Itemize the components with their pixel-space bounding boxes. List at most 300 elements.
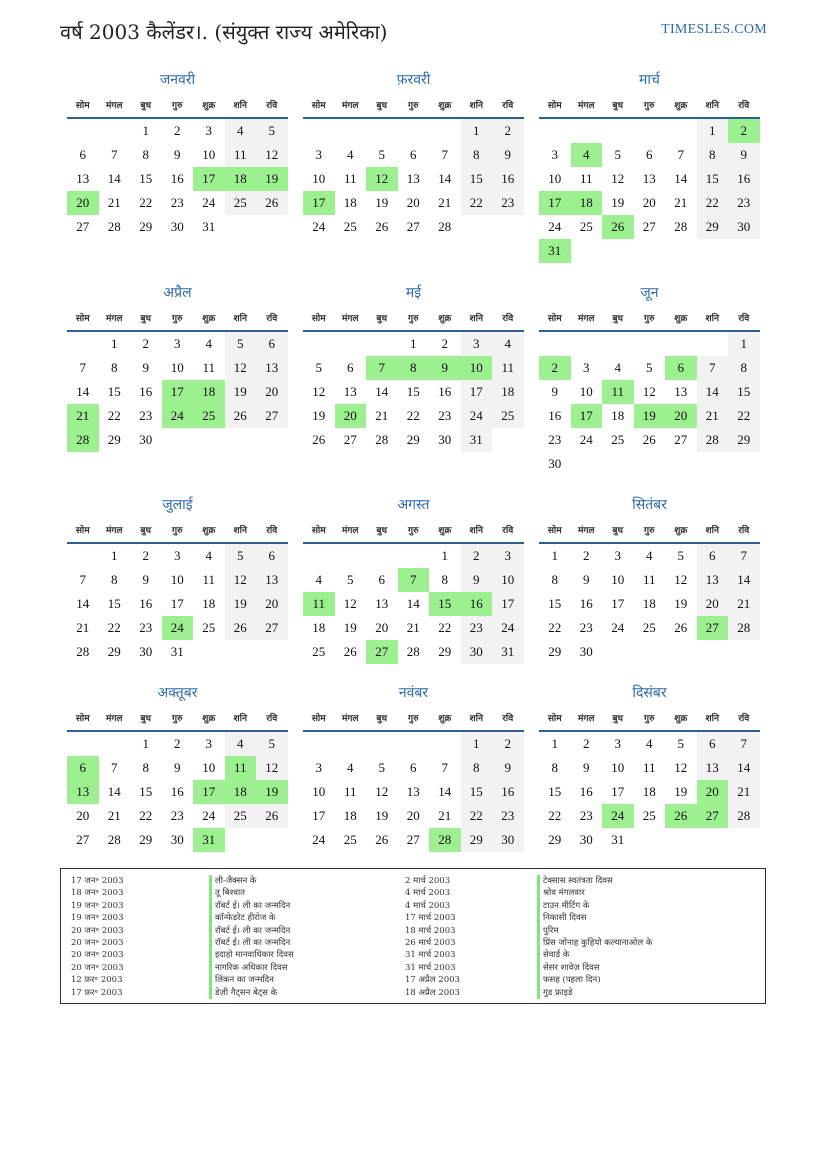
holiday-day-cell[interactable]: 24	[162, 616, 194, 640]
day-cell[interactable]: 15	[461, 167, 493, 191]
day-cell[interactable]: 27	[76, 832, 90, 847]
day-cell[interactable]: 7	[441, 147, 448, 162]
day-cell[interactable]: 16	[579, 784, 593, 799]
holiday-day-cell[interactable]: 12	[366, 167, 398, 191]
day-cell[interactable]: 7	[111, 760, 118, 775]
holiday-day-cell[interactable]: 11	[225, 756, 257, 780]
day-cell[interactable]: 8	[142, 760, 149, 775]
day-cell[interactable]: 14	[728, 568, 760, 592]
day-cell[interactable]: 13	[375, 596, 389, 611]
day-cell[interactable]: 4	[646, 736, 653, 751]
day-cell[interactable]: 12	[256, 143, 288, 167]
day-cell[interactable]: 14	[674, 171, 688, 186]
day-cell[interactable]: 18	[312, 620, 326, 635]
day-cell[interactable]: 17	[611, 596, 625, 611]
day-cell[interactable]: 1	[142, 736, 149, 751]
day-cell[interactable]: 29	[139, 219, 153, 234]
day-cell[interactable]: 28	[438, 219, 452, 234]
day-cell[interactable]: 29	[548, 644, 562, 659]
day-cell[interactable]: 23	[139, 408, 153, 423]
holiday-day-cell[interactable]: 21	[67, 404, 99, 428]
day-cell[interactable]: 27	[406, 832, 420, 847]
day-cell[interactable]: 11	[642, 760, 656, 775]
day-cell[interactable]: 14	[76, 596, 90, 611]
day-cell[interactable]: 21	[438, 195, 452, 210]
day-cell[interactable]: 12	[642, 384, 656, 399]
day-cell[interactable]: 12	[256, 756, 288, 780]
holiday-day-cell[interactable]: 15	[429, 592, 461, 616]
day-cell[interactable]: 14	[107, 784, 121, 799]
day-cell[interactable]: 14	[76, 384, 90, 399]
day-cell[interactable]: 24	[202, 195, 216, 210]
day-cell[interactable]: 7	[728, 732, 760, 756]
holiday-day-cell[interactable]: 2	[728, 119, 760, 143]
day-cell[interactable]: 31	[492, 640, 524, 664]
day-cell[interactable]: 20	[375, 620, 389, 635]
day-cell[interactable]: 7	[697, 356, 729, 380]
day-cell[interactable]: 29	[406, 432, 420, 447]
day-cell[interactable]: 13	[256, 568, 288, 592]
day-cell[interactable]: 10	[312, 171, 326, 186]
day-cell[interactable]: 4	[347, 147, 354, 162]
holiday-day-cell[interactable]: 4	[571, 143, 603, 167]
day-cell[interactable]: 24	[312, 832, 326, 847]
day-cell[interactable]: 23	[728, 191, 760, 215]
holiday-day-cell[interactable]: 7	[398, 568, 430, 592]
day-cell[interactable]: 27	[642, 219, 656, 234]
day-cell[interactable]: 25	[202, 620, 216, 635]
day-cell[interactable]: 5	[677, 548, 684, 563]
day-cell[interactable]: 18	[642, 784, 656, 799]
day-cell[interactable]: 17	[170, 596, 184, 611]
holiday-day-cell[interactable]: 16	[461, 592, 493, 616]
day-cell[interactable]: 4	[614, 360, 621, 375]
day-cell[interactable]: 22	[139, 195, 153, 210]
day-cell[interactable]: 14	[438, 784, 452, 799]
day-cell[interactable]: 11	[579, 171, 593, 186]
day-cell[interactable]: 26	[674, 620, 688, 635]
day-cell[interactable]: 11	[642, 572, 656, 587]
day-cell[interactable]: 30	[579, 644, 593, 659]
day-cell[interactable]: 22	[461, 804, 493, 828]
day-cell[interactable]: 9	[492, 756, 524, 780]
day-cell[interactable]: 8	[142, 147, 149, 162]
holiday-day-cell[interactable]: 10	[461, 356, 493, 380]
day-cell[interactable]: 30	[170, 832, 184, 847]
day-cell[interactable]: 26	[256, 191, 288, 215]
holiday-day-cell[interactable]: 18	[193, 380, 225, 404]
day-cell[interactable]: 2	[142, 336, 149, 351]
day-cell[interactable]: 19	[225, 380, 257, 404]
holiday-day-cell[interactable]: 9	[429, 356, 461, 380]
holiday-day-cell[interactable]: 26	[602, 215, 634, 239]
day-cell[interactable]: 2	[142, 548, 149, 563]
day-cell[interactable]: 21	[438, 808, 452, 823]
day-cell[interactable]: 19	[225, 592, 257, 616]
day-cell[interactable]: 21	[728, 592, 760, 616]
day-cell[interactable]: 9	[461, 568, 493, 592]
day-cell[interactable]: 1	[111, 336, 118, 351]
day-cell[interactable]: 7	[677, 147, 684, 162]
day-cell[interactable]: 20	[697, 592, 729, 616]
holiday-day-cell[interactable]: 19	[256, 780, 288, 804]
day-cell[interactable]: 16	[438, 384, 452, 399]
day-cell[interactable]: 22	[139, 808, 153, 823]
day-cell[interactable]: 2	[174, 736, 181, 751]
holiday-day-cell[interactable]: 31	[193, 828, 225, 852]
holiday-day-cell[interactable]: 27	[697, 616, 729, 640]
holiday-day-cell[interactable]: 24	[162, 404, 194, 428]
day-cell[interactable]: 4	[205, 336, 212, 351]
day-cell[interactable]: 5	[256, 119, 288, 143]
day-cell[interactable]: 14	[728, 756, 760, 780]
day-cell[interactable]: 13	[76, 171, 90, 186]
day-cell[interactable]: 11	[492, 356, 524, 380]
day-cell[interactable]: 12	[375, 784, 389, 799]
day-cell[interactable]: 20	[642, 195, 656, 210]
holiday-day-cell[interactable]: 19	[634, 404, 666, 428]
day-cell[interactable]: 21	[674, 195, 688, 210]
day-cell[interactable]: 25	[642, 808, 656, 823]
day-cell[interactable]: 30	[728, 215, 760, 239]
day-cell[interactable]: 22	[548, 808, 562, 823]
day-cell[interactable]: 25	[225, 191, 257, 215]
day-cell[interactable]: 2	[441, 336, 448, 351]
day-cell[interactable]: 18	[343, 808, 357, 823]
day-cell[interactable]: 17	[611, 784, 625, 799]
holiday-day-cell[interactable]: 17	[193, 167, 225, 191]
day-cell[interactable]: 10	[579, 384, 593, 399]
day-cell[interactable]: 12	[674, 572, 688, 587]
day-cell[interactable]: 23	[461, 616, 493, 640]
day-cell[interactable]: 24	[312, 219, 326, 234]
day-cell[interactable]: 14	[406, 596, 420, 611]
day-cell[interactable]: 18	[611, 408, 625, 423]
day-cell[interactable]: 4	[225, 732, 257, 756]
day-cell[interactable]: 8	[551, 572, 558, 587]
day-cell[interactable]: 22	[548, 620, 562, 635]
day-cell[interactable]: 16	[139, 596, 153, 611]
holiday-day-cell[interactable]: 18	[225, 780, 257, 804]
day-cell[interactable]: 19	[674, 784, 688, 799]
day-cell[interactable]: 24	[202, 808, 216, 823]
day-cell[interactable]: 30	[170, 219, 184, 234]
day-cell[interactable]: 2	[461, 544, 493, 568]
day-cell[interactable]: 7	[79, 572, 86, 587]
holiday-day-cell[interactable]: 25	[193, 404, 225, 428]
day-cell[interactable]: 3	[551, 147, 558, 162]
day-cell[interactable]: 10	[202, 147, 216, 162]
day-cell[interactable]: 26	[256, 804, 288, 828]
day-cell[interactable]: 8	[461, 143, 493, 167]
day-cell[interactable]: 3	[583, 360, 590, 375]
day-cell[interactable]: 1	[461, 119, 493, 143]
day-cell[interactable]: 18	[202, 596, 216, 611]
day-cell[interactable]: 12	[225, 356, 257, 380]
day-cell[interactable]: 16	[170, 784, 184, 799]
day-cell[interactable]: 28	[728, 804, 760, 828]
day-cell[interactable]: 6	[378, 572, 385, 587]
day-cell[interactable]: 7	[728, 544, 760, 568]
day-cell[interactable]: 13	[256, 356, 288, 380]
day-cell[interactable]: 28	[375, 432, 389, 447]
holiday-day-cell[interactable]: 13	[67, 780, 99, 804]
day-cell[interactable]: 3	[492, 544, 524, 568]
day-cell[interactable]: 26	[343, 644, 357, 659]
day-cell[interactable]: 15	[139, 171, 153, 186]
day-cell[interactable]: 23	[170, 195, 184, 210]
day-cell[interactable]: 9	[728, 143, 760, 167]
day-cell[interactable]: 25	[343, 219, 357, 234]
day-cell[interactable]: 28	[728, 616, 760, 640]
day-cell[interactable]: 13	[406, 171, 420, 186]
day-cell[interactable]: 19	[674, 596, 688, 611]
day-cell[interactable]: 24	[579, 432, 593, 447]
day-cell[interactable]: 8	[461, 756, 493, 780]
holiday-day-cell[interactable]: 28	[429, 828, 461, 852]
day-cell[interactable]: 6	[256, 332, 288, 356]
holiday-day-cell[interactable]: 7	[366, 356, 398, 380]
day-cell[interactable]: 28	[76, 644, 90, 659]
day-cell[interactable]: 19	[611, 195, 625, 210]
day-cell[interactable]: 25	[343, 832, 357, 847]
day-cell[interactable]: 22	[461, 191, 493, 215]
day-cell[interactable]: 21	[107, 195, 121, 210]
day-cell[interactable]: 9	[142, 360, 149, 375]
day-cell[interactable]: 3	[461, 332, 493, 356]
day-cell[interactable]: 10	[492, 568, 524, 592]
day-cell[interactable]: 18	[492, 380, 524, 404]
day-cell[interactable]: 5	[225, 332, 257, 356]
day-cell[interactable]: 8	[697, 143, 729, 167]
day-cell[interactable]: 20	[76, 808, 90, 823]
day-cell[interactable]: 30	[579, 832, 593, 847]
day-cell[interactable]: 22	[406, 408, 420, 423]
day-cell[interactable]: 6	[410, 760, 417, 775]
day-cell[interactable]: 1	[410, 336, 417, 351]
day-cell[interactable]: 28	[107, 832, 121, 847]
day-cell[interactable]: 15	[728, 380, 760, 404]
day-cell[interactable]: 26	[642, 432, 656, 447]
day-cell[interactable]: 12	[225, 568, 257, 592]
day-cell[interactable]: 22	[107, 620, 121, 635]
day-cell[interactable]: 5	[677, 736, 684, 751]
day-cell[interactable]: 4	[205, 548, 212, 563]
day-cell[interactable]: 16	[492, 167, 524, 191]
day-cell[interactable]: 15	[139, 784, 153, 799]
day-cell[interactable]: 3	[315, 147, 322, 162]
day-cell[interactable]: 15	[548, 596, 562, 611]
day-cell[interactable]: 29	[548, 832, 562, 847]
day-cell[interactable]: 8	[551, 760, 558, 775]
day-cell[interactable]: 6	[79, 147, 86, 162]
day-cell[interactable]: 27	[343, 432, 357, 447]
day-cell[interactable]: 15	[107, 596, 121, 611]
day-cell[interactable]: 17	[312, 808, 326, 823]
day-cell[interactable]: 13	[697, 568, 729, 592]
day-cell[interactable]: 3	[205, 123, 212, 138]
day-cell[interactable]: 1	[551, 548, 558, 563]
day-cell[interactable]: 22	[697, 191, 729, 215]
day-cell[interactable]: 18	[343, 195, 357, 210]
day-cell[interactable]: 26	[225, 616, 257, 640]
day-cell[interactable]: 31	[170, 644, 184, 659]
holiday-day-cell[interactable]: 27	[366, 640, 398, 664]
day-cell[interactable]: 4	[347, 760, 354, 775]
day-cell[interactable]: 22	[728, 404, 760, 428]
day-cell[interactable]: 15	[461, 780, 493, 804]
day-cell[interactable]: 15	[107, 384, 121, 399]
day-cell[interactable]: 4	[225, 119, 257, 143]
day-cell[interactable]: 21	[76, 620, 90, 635]
day-cell[interactable]: 19	[312, 408, 326, 423]
day-cell[interactable]: 27	[674, 432, 688, 447]
day-cell[interactable]: 3	[614, 548, 621, 563]
day-cell[interactable]: 15	[406, 384, 420, 399]
holiday-day-cell[interactable]: 6	[665, 356, 697, 380]
day-cell[interactable]: 25	[312, 644, 326, 659]
day-cell[interactable]: 15	[548, 784, 562, 799]
day-cell[interactable]: 11	[343, 171, 357, 186]
holiday-day-cell[interactable]: 27	[697, 804, 729, 828]
day-cell[interactable]: 30	[461, 640, 493, 664]
day-cell[interactable]: 21	[697, 404, 729, 428]
holiday-day-cell[interactable]: 20	[697, 780, 729, 804]
day-cell[interactable]: 23	[579, 808, 593, 823]
day-cell[interactable]: 21	[406, 620, 420, 635]
day-cell[interactable]: 20	[256, 592, 288, 616]
day-cell[interactable]: 2	[583, 548, 590, 563]
day-cell[interactable]: 27	[256, 616, 288, 640]
day-cell[interactable]: 5	[614, 147, 621, 162]
day-cell[interactable]: 18	[642, 596, 656, 611]
day-cell[interactable]: 26	[375, 832, 389, 847]
day-cell[interactable]: 25	[579, 219, 593, 234]
day-cell[interactable]: 24	[611, 620, 625, 635]
day-cell[interactable]: 9	[583, 572, 590, 587]
day-cell[interactable]: 6	[646, 147, 653, 162]
day-cell[interactable]: 8	[111, 572, 118, 587]
day-cell[interactable]: 2	[492, 119, 524, 143]
holiday-day-cell[interactable]: 31	[539, 239, 571, 263]
day-cell[interactable]: 16	[492, 780, 524, 804]
holiday-day-cell[interactable]: 6	[67, 756, 99, 780]
day-cell[interactable]: 12	[611, 171, 625, 186]
holiday-day-cell[interactable]: 24	[602, 804, 634, 828]
holiday-day-cell[interactable]: 11	[303, 592, 335, 616]
holiday-day-cell[interactable]: 26	[665, 804, 697, 828]
day-cell[interactable]: 1	[697, 119, 729, 143]
day-cell[interactable]: 31	[202, 219, 216, 234]
holiday-day-cell[interactable]: 17	[162, 380, 194, 404]
day-cell[interactable]: 16	[139, 384, 153, 399]
day-cell[interactable]: 9	[174, 147, 181, 162]
day-cell[interactable]: 8	[728, 356, 760, 380]
day-cell[interactable]: 31	[611, 832, 625, 847]
day-cell[interactable]: 10	[312, 784, 326, 799]
holiday-day-cell[interactable]: 28	[67, 428, 99, 452]
day-cell[interactable]: 29	[461, 828, 493, 852]
day-cell[interactable]: 29	[139, 832, 153, 847]
day-cell[interactable]: 24	[461, 404, 493, 428]
day-cell[interactable]: 14	[375, 384, 389, 399]
day-cell[interactable]: 28	[107, 219, 121, 234]
day-cell[interactable]: 28	[697, 428, 729, 452]
day-cell[interactable]: 30	[548, 456, 562, 471]
day-cell[interactable]: 20	[256, 380, 288, 404]
day-cell[interactable]: 26	[312, 432, 326, 447]
day-cell[interactable]: 17	[492, 592, 524, 616]
day-cell[interactable]: 2	[583, 736, 590, 751]
day-cell[interactable]: 1	[111, 548, 118, 563]
day-cell[interactable]: 1	[728, 332, 760, 356]
day-cell[interactable]: 2	[492, 732, 524, 756]
day-cell[interactable]: 12	[343, 596, 357, 611]
day-cell[interactable]: 6	[697, 732, 729, 756]
day-cell[interactable]: 23	[548, 432, 562, 447]
holiday-day-cell[interactable]: 8	[398, 356, 430, 380]
day-cell[interactable]: 7	[111, 147, 118, 162]
day-cell[interactable]: 4	[492, 332, 524, 356]
day-cell[interactable]: 3	[174, 336, 181, 351]
day-cell[interactable]: 11	[225, 143, 257, 167]
day-cell[interactable]: 4	[646, 548, 653, 563]
day-cell[interactable]: 20	[406, 808, 420, 823]
day-cell[interactable]: 25	[642, 620, 656, 635]
day-cell[interactable]: 26	[225, 404, 257, 428]
day-cell[interactable]: 5	[378, 147, 385, 162]
day-cell[interactable]: 5	[347, 572, 354, 587]
day-cell[interactable]: 24	[548, 219, 562, 234]
day-cell[interactable]: 6	[410, 147, 417, 162]
day-cell[interactable]: 26	[375, 219, 389, 234]
holiday-day-cell[interactable]: 20	[67, 191, 99, 215]
day-cell[interactable]: 28	[406, 644, 420, 659]
day-cell[interactable]: 13	[343, 384, 357, 399]
day-cell[interactable]: 9	[492, 143, 524, 167]
holiday-day-cell[interactable]: 17	[303, 191, 335, 215]
day-cell[interactable]: 6	[256, 544, 288, 568]
day-cell[interactable]: 11	[202, 572, 216, 587]
day-cell[interactable]: 12	[674, 760, 688, 775]
day-cell[interactable]: 15	[697, 167, 729, 191]
day-cell[interactable]: 13	[674, 384, 688, 399]
day-cell[interactable]: 5	[315, 360, 322, 375]
day-cell[interactable]: 19	[375, 808, 389, 823]
day-cell[interactable]: 20	[406, 195, 420, 210]
day-cell[interactable]: 23	[492, 191, 524, 215]
day-cell[interactable]: 13	[406, 784, 420, 799]
day-cell[interactable]: 16	[170, 171, 184, 186]
holiday-day-cell[interactable]: 20	[665, 404, 697, 428]
day-cell[interactable]: 1	[142, 123, 149, 138]
day-cell[interactable]: 11	[343, 784, 357, 799]
day-cell[interactable]: 13	[642, 171, 656, 186]
day-cell[interactable]: 23	[139, 620, 153, 635]
day-cell[interactable]: 3	[174, 548, 181, 563]
day-cell[interactable]: 10	[170, 360, 184, 375]
day-cell[interactable]: 25	[492, 404, 524, 428]
holiday-day-cell[interactable]: 19	[256, 167, 288, 191]
day-cell[interactable]: 5	[225, 544, 257, 568]
day-cell[interactable]: 9	[142, 572, 149, 587]
day-cell[interactable]: 16	[548, 408, 562, 423]
day-cell[interactable]: 29	[438, 644, 452, 659]
day-cell[interactable]: 23	[579, 620, 593, 635]
day-cell[interactable]: 12	[312, 384, 326, 399]
day-cell[interactable]: 16	[579, 596, 593, 611]
holiday-day-cell[interactable]: 2	[539, 356, 571, 380]
